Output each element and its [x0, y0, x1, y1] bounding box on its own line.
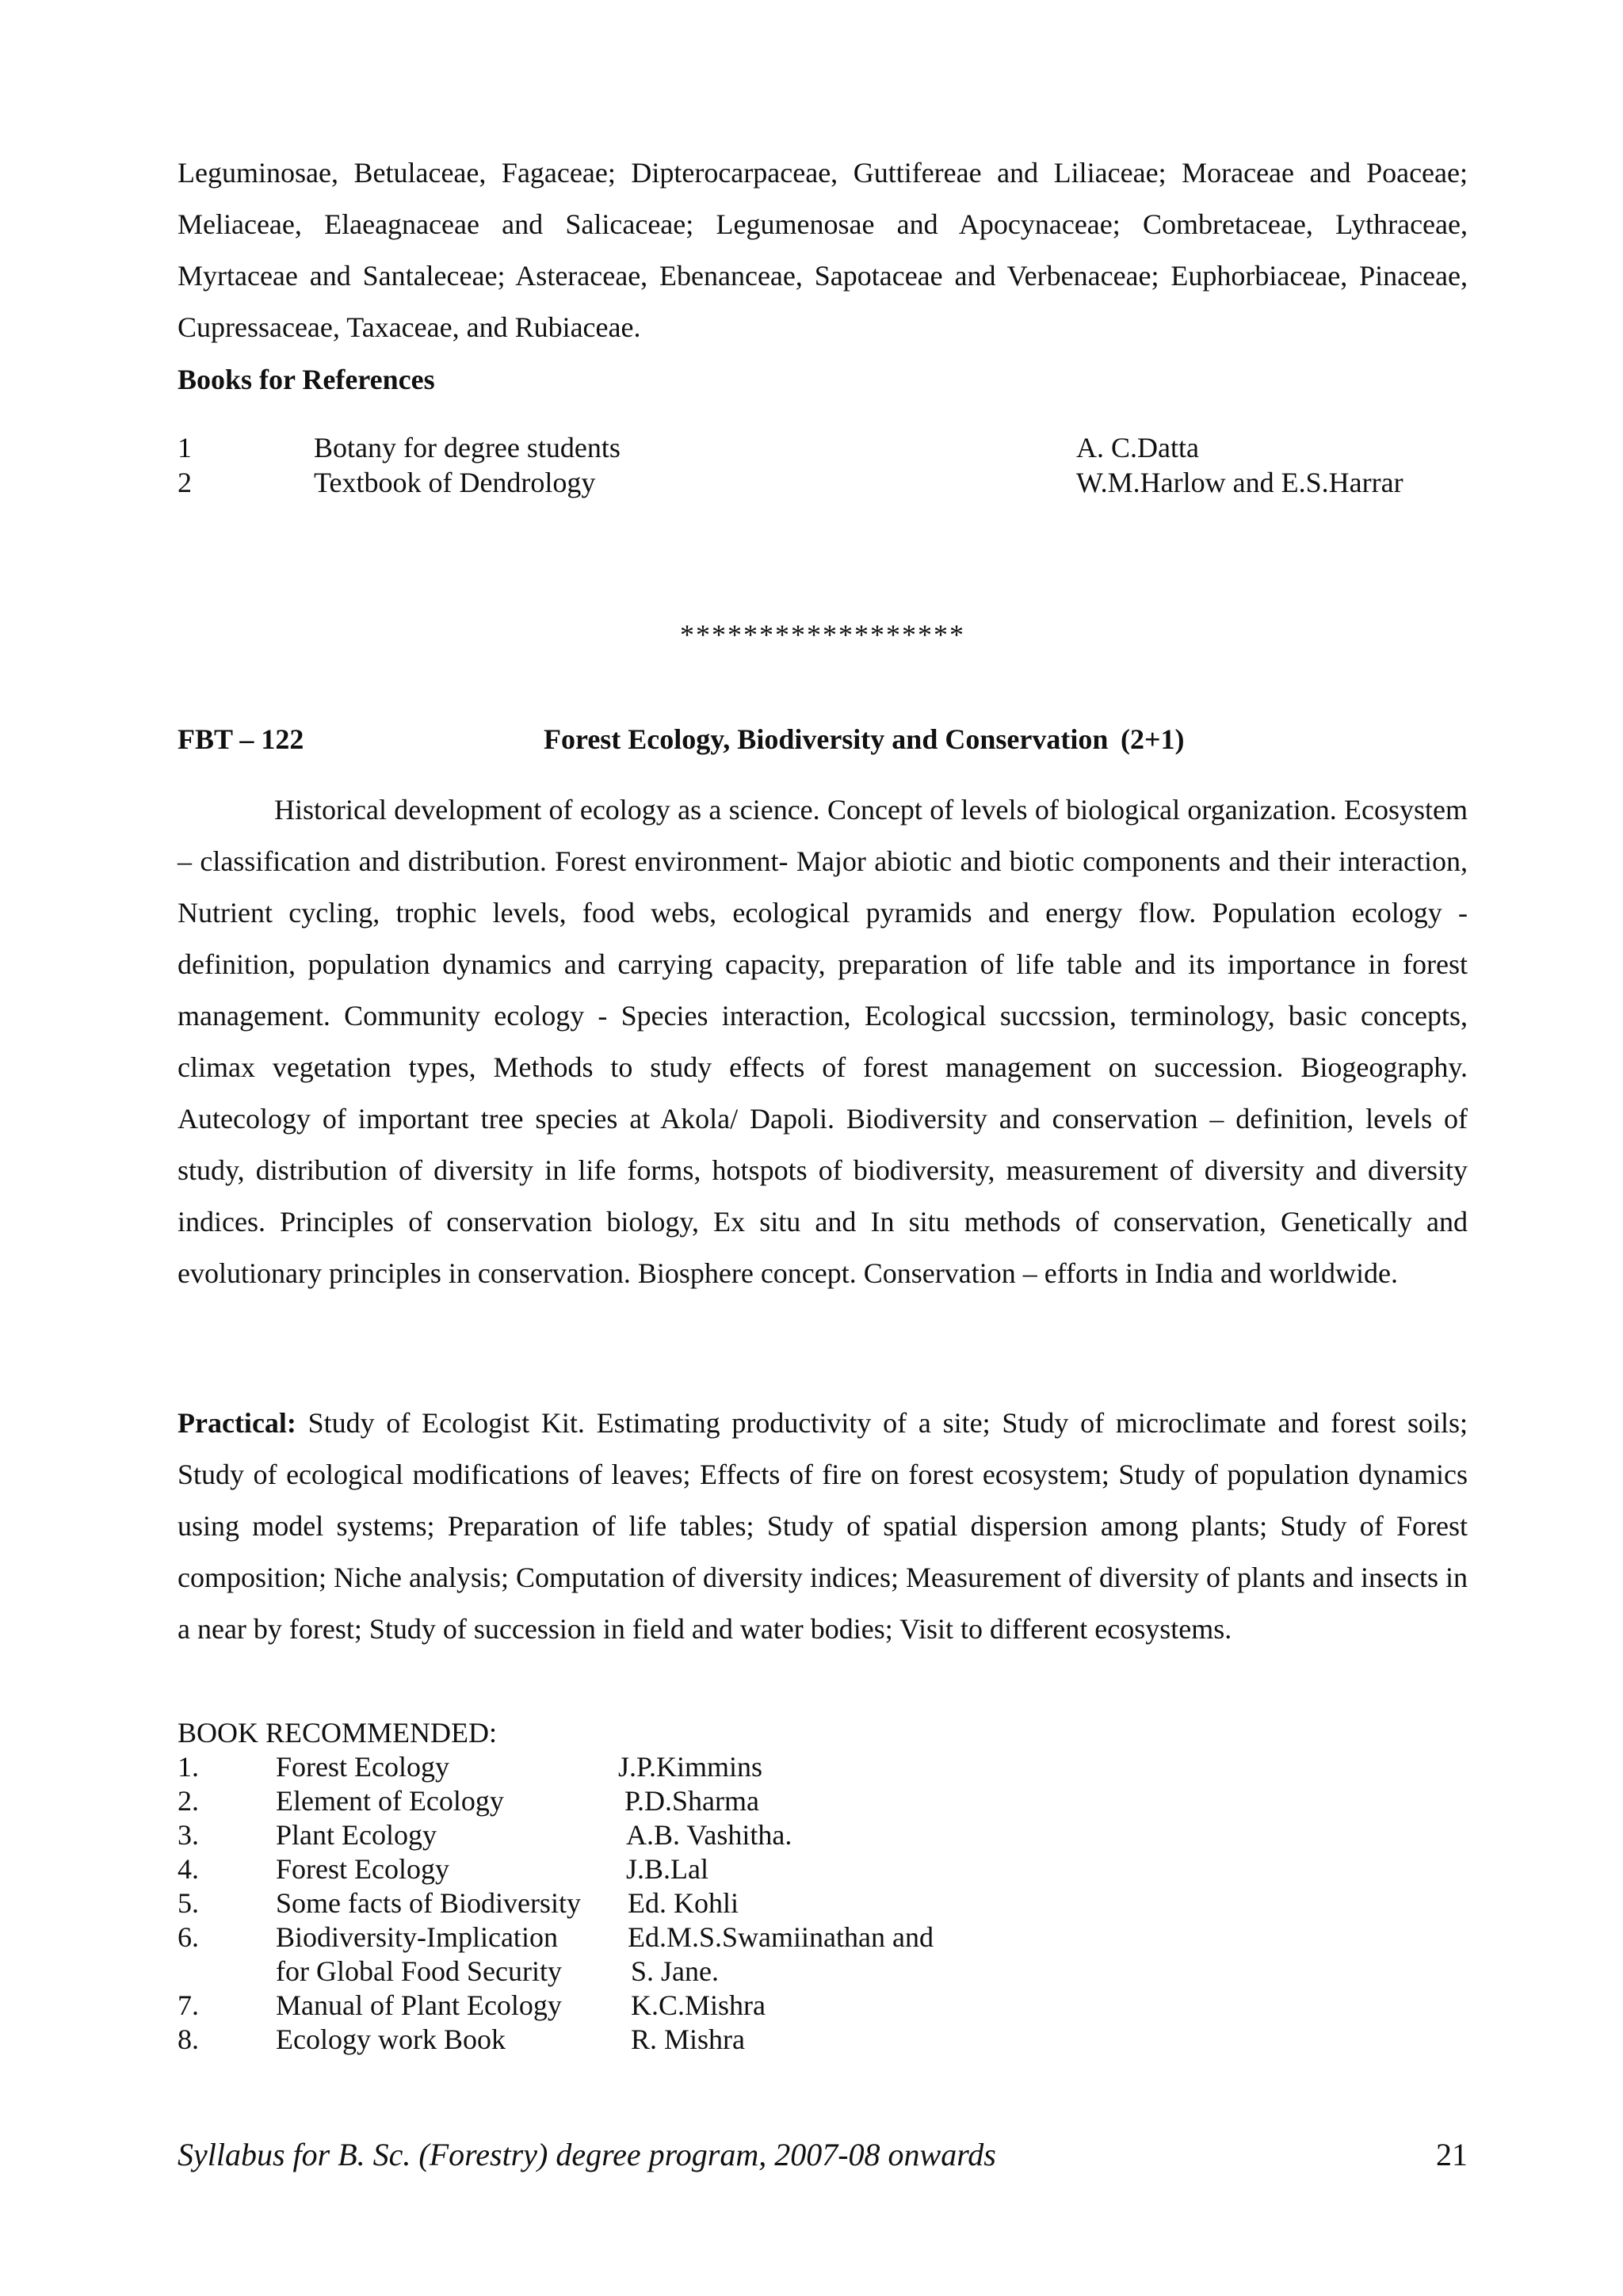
page-number: 21 [1436, 2137, 1468, 2172]
reference-item [178, 466, 1468, 501]
book-number: 7. [178, 1989, 199, 2021]
book-title: Plant Ecology [276, 1819, 437, 1851]
book-author: J.P.Kimmins [618, 1751, 763, 1783]
book-number: 2. [178, 1785, 199, 1817]
book-author: A.B. Vashitha. [626, 1819, 792, 1851]
book-item [178, 1920, 1468, 1955]
books-recommended-heading: BOOK RECOMMENDED: [178, 1717, 498, 1749]
reference-number: 1 [178, 432, 192, 463]
course-description [178, 784, 1468, 1299]
book-title: Ecology work Book [276, 2023, 506, 2055]
intro-paragraph: Leguminosae, Betulaceae, Fagaceae; Dipterocarpaceae, Guttifereae and Liliaceae; Moraceae and Poaceae; Meliaceae, Elaeagnaceae and Salicaceae; Legumenosae and Apocynaceae; Combretaceae, Lythraceae, Myrtaceae and Santaleceae; Asteraceae, Ebenanceae, Sapotaceae and Verbenaceae; Euphorbiaceae, Pinaceae, Cupressaceae, Taxaceae, and Rubiaceae. [178, 157, 1468, 343]
course-code: FBT – 122 [178, 723, 304, 755]
book-title: Forest Ecology [276, 1853, 449, 1885]
book-item [178, 1989, 1468, 2023]
footer-text: Syllabus for B. Sc. (Forestry) degree program, 2007-08 onwards [178, 2137, 996, 2172]
book-title: Forest Ecology [276, 1751, 449, 1783]
book-author: Ed.M.S.Swamiinathan and [628, 1921, 934, 1953]
book-title: Some facts of Biodiversity [276, 1887, 581, 1919]
section-separator: ****************** [680, 619, 965, 650]
practical-text: Study of Ecologist Kit. Estimating productivity of a site; Study of microclimate and forest soils; Study of ecological modifications of leaves; Effects of fire on forest ecosystem; Study of population dynamics using model systems; Preparation of life tables; Study of spatial dispersion among plants; Study of Forest composition; Niche analysis; Computation of diversity indices; Measurement of diversity of plants and insects in a near by forest; Study of succession in field and water bodies; Visit to different ecosystems. [178, 1407, 1468, 1645]
book-title: for Global Food Security [276, 1955, 562, 1987]
document-page [178, 0, 1468, 2296]
book-number: 6. [178, 1921, 199, 1953]
book-author: R. Mishra [631, 2023, 745, 2055]
book-author: K.C.Mishra [631, 1989, 766, 2021]
course-title: Forest Ecology, Biodiversity and Conservation [544, 723, 1109, 755]
book-item [178, 1852, 1468, 1887]
book-number: 1. [178, 1751, 199, 1783]
book-item [178, 1750, 1468, 1785]
book-item [178, 1818, 1468, 1853]
reference-author: A. C.Datta [1076, 432, 1199, 463]
practical-label: Practical: [178, 1407, 296, 1439]
book-title: Biodiversity-Implication [276, 1921, 558, 1953]
book-author: J.B.Lal [626, 1853, 708, 1885]
book-item [178, 2023, 1468, 2058]
book-number: 8. [178, 2023, 199, 2055]
course-credits: (2+1) [1121, 723, 1185, 755]
book-title: Element of Ecology [276, 1785, 504, 1817]
book-author: S. Jane. [631, 1955, 719, 1987]
reference-item [178, 431, 1468, 466]
book-item [178, 1955, 1468, 1989]
book-title: Manual of Plant Ecology [276, 1989, 562, 2021]
reference-title: Botany for degree students [314, 432, 621, 463]
course-description-text: Historical development of ecology as a science. Concept of levels of biological organization. Ecosystem – classification and distribution. Forest environment- Major abiotic and biotic components and their interaction, Nutrient cycling, trophic levels, food webs, ecological pyramids and energy flow. Population ecology - definition, population dynamics and carrying capacity, preparation of life table and its importance in forest management. Community ecology - Species interaction, Ecological succssion, terminology, basic concepts, climax vegetation types, Methods to study effects of forest management on succession. Biogeography. Autecology of important tree species at Akola/ Dapoli. Biodiversity and conservation – definition, levels of study, distribution of diversity in life forms, hotspots of biodiversity, measurement of diversity and diversity indices. Principles of conservation biology, Ex situ and In situ methods of conservation, Genetically and evolutionary principles in conservation. Biosphere concept. Conservation – efforts in India and worldwide. [178, 794, 1468, 1289]
book-author: P.D.Sharma [624, 1785, 759, 1817]
book-number: 3. [178, 1819, 199, 1851]
references-heading: Books for References [178, 364, 435, 395]
reference-title: Textbook of Dendrology [314, 467, 596, 498]
book-number: 4. [178, 1853, 199, 1885]
book-item [178, 1886, 1468, 1921]
book-number: 5. [178, 1887, 199, 1919]
practical-paragraph [178, 1398, 1468, 1655]
book-author: Ed. Kohli [628, 1887, 739, 1919]
reference-author: W.M.Harlow and E.S.Harrar [1076, 467, 1403, 498]
book-item [178, 1784, 1468, 1819]
reference-number: 2 [178, 467, 192, 498]
